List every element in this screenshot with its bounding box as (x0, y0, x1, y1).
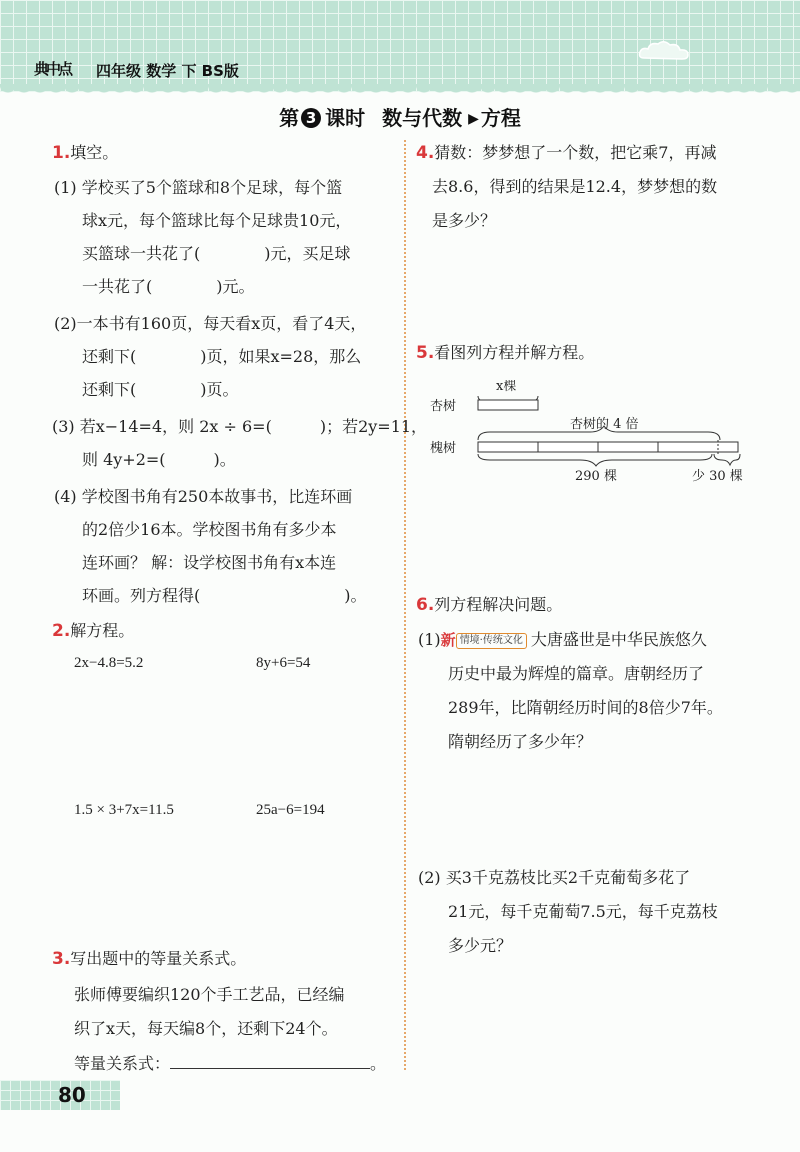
pagoda-label: 槐树 (430, 441, 457, 456)
q1-line: 连环画？ 解：设学校图书角有x本连 (82, 553, 337, 572)
q6-line: 289年，比隋朝经历时间的8倍少7年。 (448, 698, 723, 717)
q3-heading (52, 949, 246, 969)
q3-answer-line (74, 1054, 386, 1074)
q1-line: 买篮球一共花了( )元，买足球 (82, 244, 351, 263)
q4-number: 4. (416, 143, 435, 163)
q4-line-1 (416, 143, 716, 163)
q1-line: 还剩下( )页。 (82, 380, 239, 399)
book-label: 四年级 数学 下 BS版 (96, 62, 239, 80)
equation: 2x−4.8=5.2 (74, 655, 144, 671)
q3-title: 写出题中的等量关系式。 (70, 949, 247, 968)
q6-heading (416, 595, 562, 615)
q3-end: 。 (370, 1054, 387, 1073)
less-brace (714, 454, 740, 465)
q1-line: (3) 若x−14=4，则 2x ÷ 6=( )；若2y=11， (52, 417, 428, 436)
lesson-suffix: 课时 (325, 106, 366, 130)
q4-line: 去8.6，得到的结果是12.4，梦梦想的数 (432, 177, 718, 196)
q3-label: 等量关系式： (74, 1054, 171, 1073)
q1-line: 则 4y+2=( )。 (82, 450, 236, 469)
q1-line: 的2倍少16本。学校图书角有多少本 (82, 520, 337, 539)
total-label: 290 棵 (575, 469, 617, 484)
apricot-x-label: x棵 (496, 380, 517, 394)
logo: 典中点 (34, 60, 71, 78)
answer-blank[interactable] (170, 1054, 370, 1069)
q1-line: (2)一本书有160页，每天看x页，看了4天， (54, 314, 367, 333)
lesson-number: 3 (301, 108, 321, 128)
times-label: 杏树的 4 倍 (570, 417, 639, 432)
q6-title: 列方程解决问题。 (434, 595, 563, 614)
q1-line: 还剩下( )页，如果x=28，那么 (82, 347, 362, 366)
equation: 25a−6=194 (256, 802, 325, 818)
q3-line: 织了x天，每天编8个，还剩下24个。 (74, 1019, 338, 1038)
triangle-icon: ▶ (468, 111, 479, 127)
q2-heading (52, 621, 134, 641)
q3-number: 3. (52, 949, 71, 969)
apricot-bar (478, 400, 538, 410)
q3-line: 张师傅要编织120个手工艺品，已经编 (74, 985, 345, 1004)
less-label: 少 30 棵 (692, 469, 743, 484)
q2-number: 2. (52, 621, 71, 641)
q6-p1-line-1 (418, 630, 707, 650)
q2-title: 解方程。 (70, 621, 135, 640)
q5-number: 5. (416, 343, 435, 363)
apricot-label: 杏树 (430, 399, 457, 414)
lesson-subtopic: 方程 (480, 106, 521, 130)
q1-number: 1. (52, 143, 71, 163)
lesson-prefix: 第 (279, 106, 300, 130)
q1-line: 球x元，每个篮球比每个足球贵10元， (82, 211, 352, 230)
q1-line: 环画。列方程得( )。 (82, 586, 367, 605)
equation: 1.5 × 3+7x=11.5 (74, 802, 174, 818)
q6-line: 21元，每千克葡萄7.5元，每千克荔枝 (448, 902, 718, 921)
q6-number: 6. (416, 595, 435, 615)
q6-line: 历史中最为辉煌的篇章。唐朝经历了 (448, 664, 705, 683)
q4-text: 猜数：梦梦想了一个数，把它乘7，再减 (434, 143, 717, 162)
q6-line: 多少元？ (448, 936, 513, 955)
q6-line: 隋朝经历了多少年？ (448, 732, 593, 751)
column-divider (404, 140, 406, 1070)
q1-line: 一共花了( )元。 (82, 277, 255, 296)
total-brace (478, 454, 712, 466)
cloud-icon (636, 38, 696, 64)
q6-line: (2) 买3千克荔枝比买2千克葡萄多花了 (418, 868, 691, 887)
q4-line: 是多少？ (432, 211, 497, 230)
new-badge: 新 (440, 631, 456, 649)
pagoda-bar (478, 442, 738, 452)
q1-heading (52, 143, 118, 163)
context-tag: 情境·传统文化 (456, 633, 527, 649)
page-number: 80 (58, 1083, 86, 1107)
q1-line: (1) 学校买了5个篮球和8个足球，每个篮 (54, 178, 343, 197)
q5-title: 看图列方程并解方程。 (434, 343, 595, 362)
line-segment-diagram (430, 380, 760, 490)
lesson-topic: 数与代数 (382, 106, 463, 130)
q1-title: 填空。 (70, 143, 119, 162)
q6-text: 大唐盛世是中华民族悠久 (530, 630, 707, 649)
lesson-title (0, 102, 800, 131)
equation: 8y+6=54 (256, 655, 311, 671)
q5-heading (416, 343, 594, 363)
q6-p1-prefix: (1) (418, 630, 441, 649)
q1-line: (4) 学校图书角有250本故事书，比连环画 (54, 487, 353, 506)
